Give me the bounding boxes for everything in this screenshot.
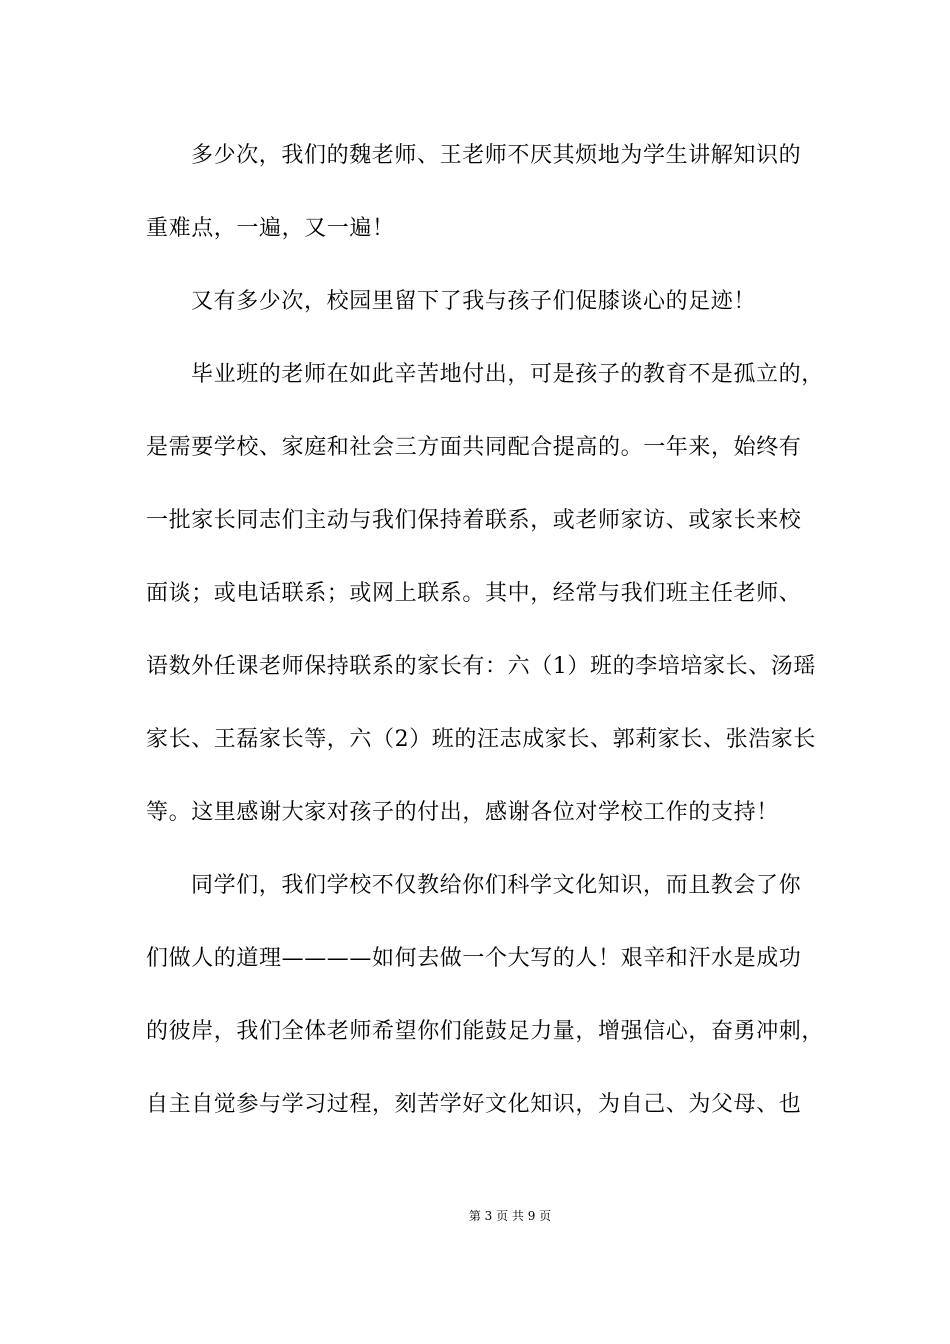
paragraph-line: 毕业班的老师在如此辛苦地付出，可是孩子的教育不是孤立的， bbox=[191, 362, 824, 387]
paragraph-line: 一批家长同志们主动与我们保持着联系，或老师家访、或家长来校 bbox=[146, 508, 802, 533]
paragraph-line: 自主自觉参与学习过程，刻苦学好文化知识，为自己、为父母、也 bbox=[146, 1092, 802, 1117]
paragraph-line: 又有多少次，校园里留下了我与孩子们促膝谈心的足迹！ bbox=[191, 289, 757, 314]
paragraph-line: 的彼岸，我们全体老师希望你们能鼓足力量，增强信心，奋勇冲刺， bbox=[146, 1019, 825, 1044]
paragraph-line: 面谈；或电话联系；或网上联系。其中，经常与我们班主任老师、 bbox=[146, 581, 802, 606]
paragraph-line: 语数外任课老师保持联系的家长有：六（1）班的李培培家长、汤瑶 bbox=[146, 654, 816, 679]
paragraph-line: 们做人的道理————如何去做一个大写的人！艰辛和汗水是成功 bbox=[146, 946, 802, 971]
paragraph-line: 同学们，我们学校不仅教给你们科学文化知识，而且教会了你 bbox=[191, 873, 802, 898]
paragraph-line: 多少次，我们的魏老师、王老师不厌其烦地为学生讲解知识的 bbox=[191, 143, 802, 168]
paragraph-line: 是需要学校、家庭和社会三方面共同配合提高的。一年来，始终有 bbox=[146, 435, 802, 460]
page-number: 第 3 页 共 9 页 bbox=[468, 1209, 552, 1223]
paragraph-line: 重难点，一遍，又一遍！ bbox=[146, 216, 395, 241]
paragraph-line: 等。这里感谢大家对孩子的付出，感谢各位对学校工作的支持！ bbox=[146, 800, 779, 825]
paragraph-line: 家长、王磊家长等，六（2）班的汪志成家长、郭莉家长、张浩家长 bbox=[146, 727, 816, 752]
